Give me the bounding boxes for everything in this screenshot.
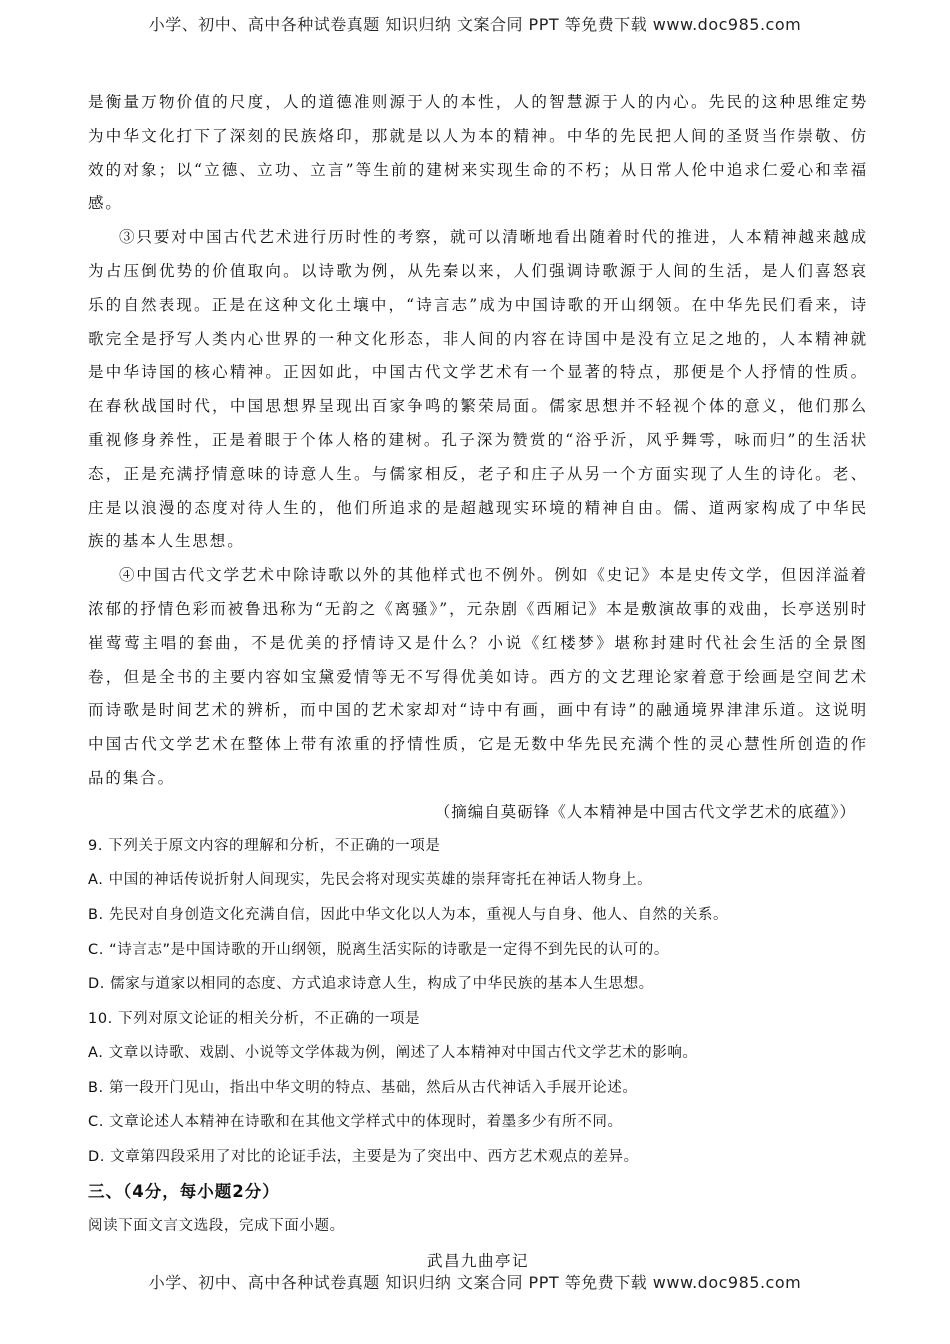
question-9-option-b: B. 先民对自身创造文化充满自信，因此中华文化以人为本，重视人与自身、他人、自然的关系。: [88, 906, 729, 923]
question-9-option-d: D. 儒家与道家以相同的态度、方式追求诗意人生，构成了中华民族的基本人生思想。: [88, 976, 654, 993]
passage-paragraph-3: ③只要对中国古代艺术进行历时性的考察，就可以清晰地看出随着时代的推进，人本精神越来越成为占压倒优势的价值取向。以诗歌为例，从先秦以来，人们强调诗歌源于人间的生活，是人们喜怒哀乐的自然表现。正是在这种文化土壤中，“诗言志”成为中国诗歌的开山纲领。在中华先民们看来，诗歌完全是抒写人类内心世界的一种文化形态，非人间的内容在诗国中是没有立足之地的，人本精神就是中华诗国的核心精神。正因如此，中国古代文学艺术有一个显著的特点，那便是个人抒情的性质。在春秋战国时代，中国思想界呈现出百家争鸣的繁荣局面。儒家思想并不轻视个体的意义，他们那么重视修身养性，正是着眼于个体人格的建树。孔子深为赞赏的“浴乎沂，风乎舞雩，咏而归”的生活状态，正是充满抒情意味的诗意人生。与儒家相反，老子和庄子从另一个方面实现了人生的诗化。老、庄是以浪漫的态度对待人生的，他们所追求的是超越现实环境的精神自由。儒、道两家构成了中华民族的基本人生思想。: [88, 228, 868, 551]
question-10-stem: 10. 下列对原文论证的相关分析，不正确的一项是: [88, 1010, 421, 1027]
passage-source: （摘编自莫砺锋《人本精神是中国古代文学艺术的底蕴》）: [434, 802, 856, 821]
section-3-instruction: 阅读下面文言文选段，完成下面小题。: [88, 1217, 345, 1234]
passage-paragraph-continued: 是衡量万物价值的尺度，人的道德准则源于人的本性，人的智慧源于人的内心。先民的这种思维定势为中华文化打下了深刻的民族烙印，那就是以人为本的精神。中华的先民把人间的圣贤当作崇敬、仿效的对象；以“立德、立功、立言”等生前的建树来实现生命的不朽；从日常人伦中追求仁爱心和幸福感。: [88, 93, 868, 213]
question-10-option-c: C. 文章论述人本精神在诗歌和在其他文学样式中的体现时，着墨多少有所不同。: [88, 1114, 623, 1131]
section-3-heading: 三、（4分，每小题2分）: [88, 1181, 280, 1201]
question-9-stem: 9. 下列关于原文内容的理解和分析，不正确的一项是: [88, 837, 441, 854]
question-9-option-a: A. 中国的神话传说折射人间现实，先民会将对现实英雄的崇拜寄托在神话人物身上。: [88, 872, 653, 889]
classical-text-title: 武昌九曲亭记: [426, 1252, 529, 1271]
document-body: [88, 86, 868, 1279]
question-10-option-a: A. 文章以诗歌、戏剧、小说等文学体裁为例，阐述了人本精神对中国古代文学艺术的影响。: [88, 1045, 698, 1062]
page-footer[interactable]: 小学、初中、高中各种试卷真题 知识归纳 文案合同 PPT 等免费下载 www.doc985.com: [148, 1273, 802, 1292]
page-header[interactable]: 小学、初中、高中各种试卷真题 知识归纳 文案合同 PPT 等免费下载 www.doc985.com: [148, 15, 802, 34]
question-9-option-c: C. “诗言志”是中国诗歌的开山纲领，脱离生活实际的诗歌是一定得不到先民的认可的。: [88, 941, 669, 958]
passage-paragraph-4: ④中国古代文学艺术中除诗歌以外的其他样式也不例外。例如《史记》本是史传文学，但因洋溢着浓郁的抒情色彩而被鲁迅称为“无韵之《离骚》”，元杂剧《西厢记》本是敷演故事的戏曲，长亭送别时崔莺莺主唱的套曲，不是优美的抒情诗又是什么？小说《红楼梦》堪称封建时代社会生活的全景图卷，但是全书的主要内容如宝黛爱情等无不写得优美如诗。西方的文艺理论家着意于绘画是空间艺术而诗歌是时间艺术的辨析，而中国的艺术家却对“诗中有画，画中有诗”的融通境界津津乐道。这说明中国古代文学艺术在整体上带有浓重的抒情性质，它是无数中华先民充满个性的灵心慧性所创造的作品的集合。: [88, 566, 868, 787]
question-10-option-b: B. 第一段开门见山，指出中华文明的特点、基础，然后从古代神话入手展开论述。: [88, 1079, 638, 1096]
question-10-option-d: D. 文章第四段采用了对比的论证手法，主要是为了突出中、西方艺术观点的差异。: [88, 1149, 639, 1166]
